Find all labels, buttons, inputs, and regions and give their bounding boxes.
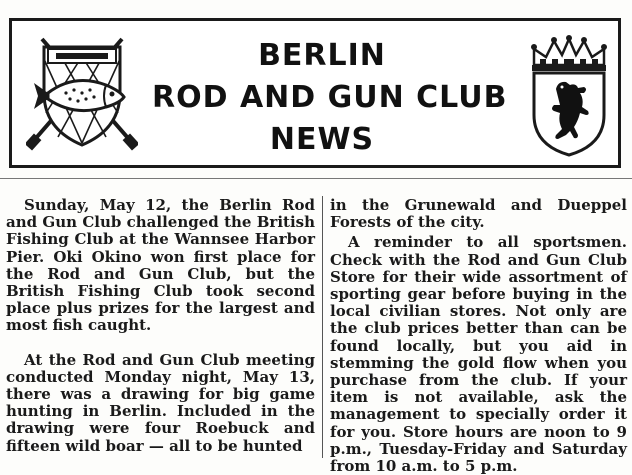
masthead [9, 18, 621, 168]
title-line-news: NEWS [269, 122, 375, 157]
title-line-club: ROD AND GUN CLUB [152, 80, 508, 115]
article-left-column [6, 197, 315, 455]
article-right-column [330, 197, 627, 475]
paragraph-big-game-continued: in the Grunewald and Dueppel Forests of the city. [330, 196, 627, 232]
fish-crest-icon [26, 33, 138, 153]
masthead-title [152, 35, 508, 161]
section-rule [0, 178, 632, 179]
paragraph-big-game-drawing: At the Rod and Gun Club meeting conducted Monday night, May 13, there was a drawing for big game hunting in Berlin. Included in the drawing were four Roebuck and fifteen wild boar — all to be hunted [6, 350, 315, 455]
title-line-berlin: BERLIN [258, 38, 386, 73]
paragraph-fishing-challenge: Sunday, May 12, the Berlin Rod and Gun Club challenged the British Fishing Club at the Wannsee Harbor Pier. Oki Okino won first place for the Rod and Gun Club, but the British Fishing Club took second place plus prizes for the largest and most fish caught. [6, 196, 315, 335]
berlin-bear-crest-icon [528, 35, 610, 157]
paragraph-store-reminder: A reminder to all sportsmen. Check with the Rod and Gun Club Store for their wide assortment of sporting gear before buying in the local civilian stores. Not only are the club prices better than can be found locally, but you aid in stemming the gold flow when you purchase from the club. If your item is not available, ask the management to specially order it for you. Store hours are noon to 9 p.m., Tuesday-Friday and Saturday from 10 a.m. to 5 p.m. [330, 233, 627, 475]
column-divider [322, 196, 323, 458]
